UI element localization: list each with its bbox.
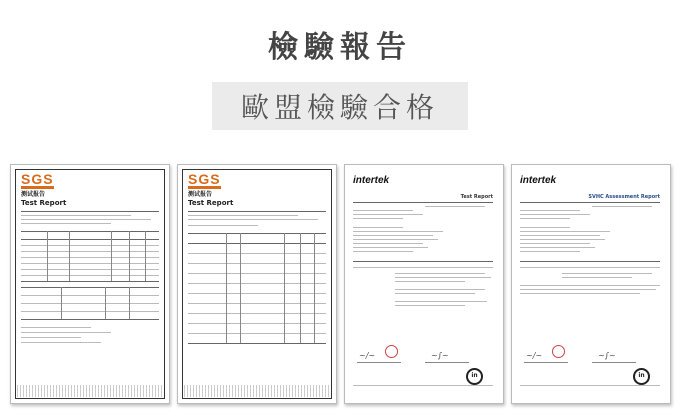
report-thumbnail-2[interactable] <box>177 164 337 404</box>
report-heading: SVHC Assessment Report <box>588 194 660 200</box>
sgs-logo: SGS <box>21 171 54 187</box>
report-heading-cn: 测试报告 <box>188 191 213 198</box>
intertek-logo: intertek <box>353 175 390 186</box>
intertek-logo: intertek <box>520 175 557 186</box>
report-heading: Test Report <box>460 194 493 200</box>
seal-icon <box>385 345 398 358</box>
sgs-logo: SGS <box>188 171 221 187</box>
signature-icon: ~/~ <box>359 351 376 360</box>
intertek-seal-icon: in <box>633 368 650 385</box>
signature-icon: ~/~ <box>526 351 543 360</box>
signature-icon: ~∫~ <box>431 351 449 360</box>
intertek-seal-icon: in <box>466 368 483 385</box>
seal-icon <box>552 345 565 358</box>
report-thumbnail-3[interactable] <box>344 164 504 404</box>
report-heading-en: Test Report <box>188 199 234 207</box>
report-heading <box>21 191 66 207</box>
signature-icon: ~∫~ <box>598 351 616 360</box>
certification-banner-text: 歐盟檢驗合格 <box>240 91 439 124</box>
report-heading <box>188 191 233 207</box>
report-heading-cn: 测试报告 <box>21 191 46 198</box>
page-title: 檢驗報告 <box>268 30 412 65</box>
report-heading-en: Test Report <box>21 199 67 207</box>
report-gallery <box>0 164 680 404</box>
certification-banner <box>212 82 468 130</box>
report-thumbnail-4[interactable] <box>511 164 671 404</box>
report-thumbnail-1[interactable] <box>10 164 170 404</box>
